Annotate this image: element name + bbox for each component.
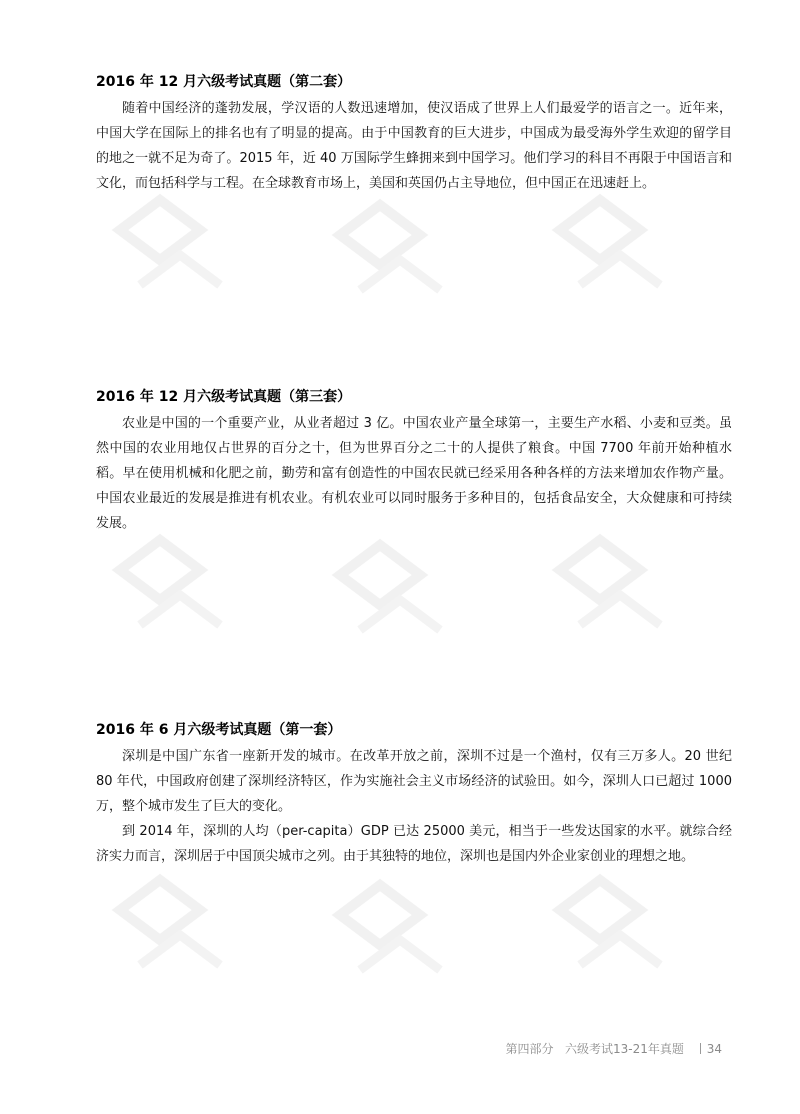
- section-exam-2016-dec-set3: [96, 387, 732, 536]
- paragraph: 到 2014 年，深圳的人均（per-capita）GDP 已达 25000 美元，相当于一些发达国家的水平。就综合经济实力而言，深圳居于中国顶尖城市之列。由于其独特的地位，深圳也是国内外企业家创业的理想之地。: [96, 824, 732, 864]
- section-title: 2016 年 12 月六级考试真题（第三套）: [96, 389, 352, 405]
- footer-book-title: 六级考试13-21年真题: [565, 1042, 684, 1056]
- section-title: 2016 年 6 月六级考试真题（第一套）: [96, 722, 342, 738]
- section-exam-2016-dec-set2: [96, 72, 732, 196]
- paragraph: 随着中国经济的蓬勃发展，学汉语的人数迅速增加，使汉语成了世界上人们最爱学的语言之一。近年来，中国大学在国际上的排名也有了明显的提高。由于中国教育的巨大进步，中国成为最受海外学生欢迎的留学目的地之一就不足为奇了。2015 年，近 40 万国际学生蜂拥来到中国学习。他们学习的科目不再限于中国语言和文化，而包括科学与工程。在全球教育市场上，美国和英国仍占主导地位，但中国正在迅速赶上。: [96, 101, 732, 191]
- section-exam-2016-jun-set1: [96, 720, 732, 869]
- footer-divider: [700, 1043, 701, 1054]
- footer-part-label: 第四部分: [505, 1042, 554, 1056]
- section-title: 2016 年 12 月六级考试真题（第二套）: [96, 74, 352, 90]
- page-footer: [506, 1041, 722, 1057]
- paragraph: 深圳是中国广东省一座新开发的城市。在改革开放之前，深圳不过是一个渔村，仅有三万多人。20 世纪 80 年代，中国政府创建了深圳经济特区，作为实施社会主义市场经济的试验田。如今，深圳人口已超过 1000 万，整个城市发生了巨大的变化。: [96, 749, 732, 814]
- paragraph: 农业是中国的一个重要产业，从业者超过 3 亿。中国农业产量全球第一，主要生产水稻、小麦和豆类。虽然中国的农业用地仅占世界的百分之十，但为世界百分之二十的人提供了粮食。中国 7700 年前开始种植水稻。早在使用机械和化肥之前，勤劳和富有创造性的中国农民就已经采用各种各样的方法来增加农作物产量。中国农业最近的发展是推进有机农业。有机农业可以同时服务于多种目的，包括食品安全，大众健康和可持续发展。: [96, 416, 732, 531]
- page-number: 34: [706, 1042, 722, 1056]
